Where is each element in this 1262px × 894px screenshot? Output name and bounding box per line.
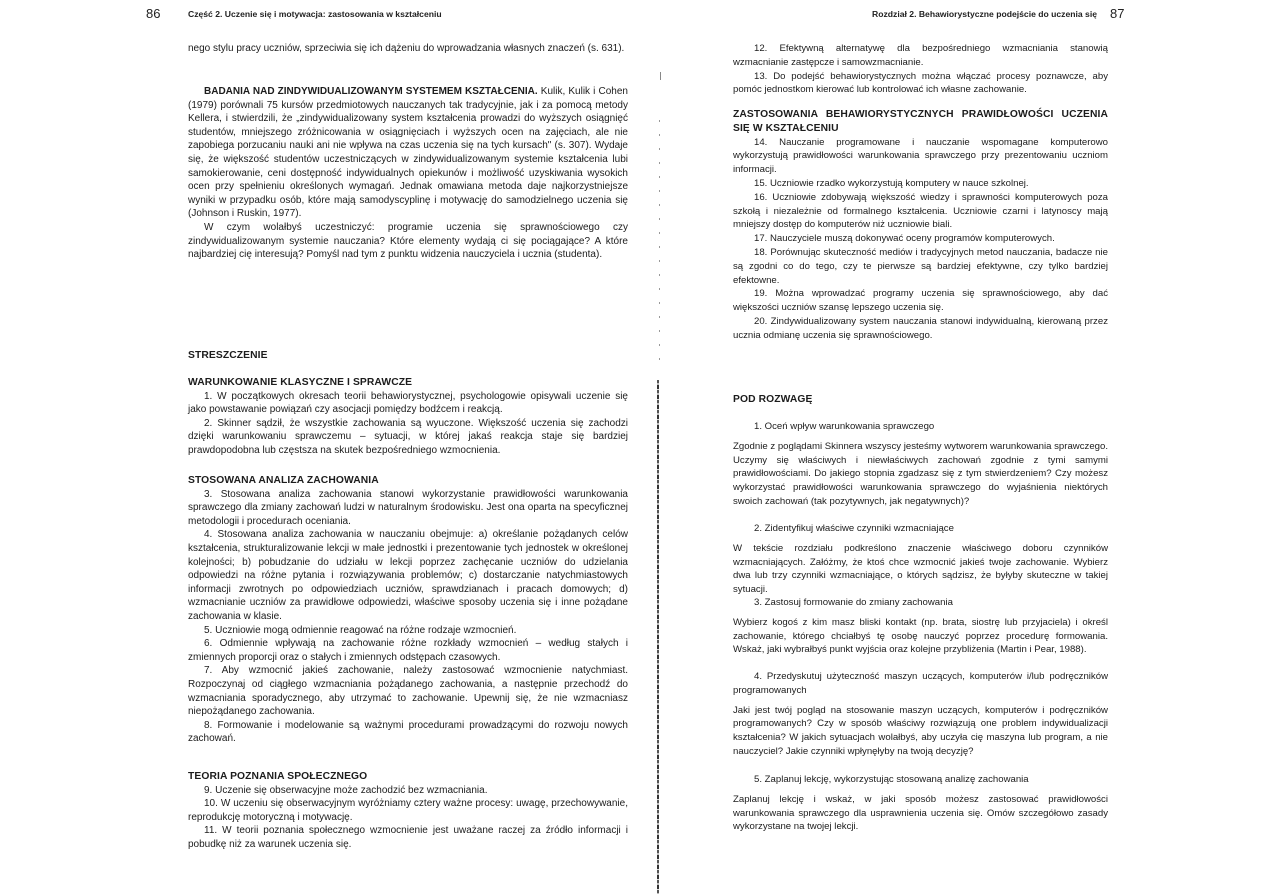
question-title: 2. Zidentyfikuj właściwe czynniki wzmacniające	[754, 523, 954, 534]
scan-mark	[660, 72, 661, 80]
section-title: WARUNKOWANIE KLASYCZNE I SPRAWCZE	[188, 377, 413, 388]
section-conditioning	[188, 376, 628, 458]
question-5	[733, 773, 1108, 834]
question-text: W tekście rozdziału podkreślono znaczenie właściwego doboru czynników wzmacniających. Załóżmy, że ktoś chce wzmocnić jakieś twoje zachowanie. Wybierz dwa lub trzy czynniki wzmacniające, o których sądzisz, że byłyby skuteczne w takiej sytuacji.	[733, 542, 1108, 596]
continued-items	[733, 42, 1108, 97]
summary-item: 11. W teorii poznania społecznego wzmocnienie jest uważane raczej za źródło informacji i pobudkę niż za warunek uczenia się.	[188, 825, 628, 850]
summary-item: 12. Efektywną alternatywę dla bezpośredniego wzmacniania stanowią wzmacnianie zastępcze i samowzmacnianie.	[733, 43, 1108, 68]
summary-item: 13. Do podejść behawiorystycznych można włączać procesy poznawcze, aby pomóc jednostkom kierować lub kontrolować ich własne zachowanie.	[733, 70, 1108, 96]
summary-item: 17. Nauczyciele muszą dokonywać oceny programów komputerowych.	[754, 233, 1055, 245]
summary-item: 5. Uczniowie mogą odmiennie reagować na różne rodzaje wzmocnień.	[204, 624, 517, 636]
section-social-cognition	[188, 770, 628, 852]
running-head-right: Rozdział 2. Behawiorystyczne podejście do uczenia się	[872, 9, 1097, 19]
summary-item: 2. Skinner sądził, że wszystkie zachowania są wyuczone. Większość uczenia się zachodzi dzięki warunkowaniu sprawczemu – sytuacji, w której jakaś reakcja staje się bardziej prawdopodobna lub częstsza na skutek bezpośredniego wzmocnienia.	[188, 417, 628, 456]
intro-paragraph-block	[188, 42, 628, 56]
research-lead: BADANIA NAD ZINDYWIDUALIZOWANYM SYSTEMEM KSZTAŁCENIA.	[204, 86, 538, 97]
summary-item: 15. Uczniowie rzadko wykorzystują komputery w nauce szkolnej.	[754, 177, 1029, 189]
question-text: Zaplanuj lekcję i wskaż, w jaki sposób możesz zastosować prawidłowości warunkowania sprawczego dla usprawnienia uczenia się. Omów szczegółowo zasady wykorzystane na twojej lekcji.	[733, 793, 1108, 833]
summary-item: 19. Można wprowadzać programy uczenia się sprawnościowego, aby dać większości uczniów szansę lepszego uczenia się.	[733, 288, 1108, 314]
summary-item: 14. Nauczanie programowane i nauczanie wspomagane komputerowo wykorzystują prawidłowości warunkowania sprawczego przy prezentowaniu uczniom informacji.	[733, 136, 1108, 176]
question-4	[733, 670, 1108, 759]
question-title: 3. Zastosuj formowanie do zmiany zachowania	[754, 597, 953, 608]
gutter-shadow	[657, 380, 659, 894]
intro-paragraph: nego stylu pracy uczniów, sprzeciwia się ich dążeniu do wprowadzania własnych znaczeń (s. 631).	[188, 43, 625, 54]
summary-item: 9. Uczenie się obserwacyjne może zachodzić bez wzmacniania.	[204, 784, 488, 796]
summary-item: 16. Uczniowie zdobywają większość wiedzy i sprawności komputerowych poza szkołą i niezależnie od formalnego kształcenia. Uczniowie czarni i latynoscy mają mniejszy dostęp do komputerów niż uczniowie biali.	[733, 191, 1108, 231]
summary-item: 18. Porównując skuteczność mediów i tradycyjnych metod nauczania, badacze nie są zgodni co do tego, czy te pierwsze są bardziej efektywne, czy tylko bardziej efektowne.	[733, 246, 1108, 286]
consider-title: POD ROZWAGĘ	[733, 394, 813, 405]
research-paragraph	[188, 85, 628, 221]
running-head-left: Część 2. Uczenie się i motywacja: zastosowania w kształceniu	[188, 9, 442, 19]
gutter-shadow	[659, 120, 660, 370]
question-title: 1. Oceń wpływ warunkowania sprawczego	[754, 421, 935, 432]
section-title: STOSOWANA ANALIZA ZACHOWANIA	[188, 475, 379, 486]
section-applications	[733, 108, 1108, 343]
summary-item: 4. Stosowana analiza zachowania w nauczaniu obejmuje: a) określanie pożądanych celów kształcenia, strukturalizowanie lekcji w małe jednostki i prezentowanie tych jednostek w określonej kolejności; b) pobudzanie do udziału w lekcji poprzez zachęcanie uczniów do udzielania odpowiedzi na różne pytania i rozwiązywania problemów; c) dostarczanie natychmiastowych informacji zwrotnych po odpowiedziach uczniów, sprawdzianach i pracach domowych; d) wzmacnianie uczniów za prawidłowe odpowiedzi, właściwe sposoby uczenia się i inne pożądane zachowania w klasie.	[188, 529, 628, 622]
section-applied-analysis	[188, 474, 628, 746]
question-text: Jaki jest twój pogląd na stosowanie maszyn uczących, komputerów i podręczników programowanych? Czy w sposób właściwy rozwiązują one problem indywidualizacji kształcenia? W jakich sytuacjach wolałbyś, aby uczyła cię maszyna lub program, a nie nauczyciel? Jakie czynniki wpłynęłyby na twoją decyzję?	[733, 704, 1108, 757]
summary-item: 1. W początkowych okresach teorii behawiorystycznej, psychologowie opisywali uczenie się jako powstawanie powiązań czy asocjacji pomiędzy bodźcem i reakcją.	[188, 390, 628, 416]
research-text: Kulik, Kulik i Cohen (1979) porównali 75 kursów przedmiotowych nauczanych tak tradycyjnie, jak i za pomocą metody Kellera, i stwierdzili, że „zindywidualizowany system kształcenia prowadzi do wyższych osiągnięć studentów, mniejszego zróżnicowania w osiągnięciach i wyższych ocen na zajęciach, ale nie zapobiega porzucaniu nauki ani nie wpływa na czas uczenia się na tych kursach" (s. 307). Wydaje się, że większość studentów uczestniczących w zindywidualizowanym systemie kształcenia lubi samokierowanie, ceni dostępność indywidualnych opiekunów i możliwość uzyskiwania wysokich ocen przy spełnieniu określonych wymagań. Jednak omawiana metoda daje najkorzystniejsze wyniki w przypadku osób, które mają samodyscyplinę i motywację do samodzielnego uczenia się (Johnson i Ruskin, 1977).	[188, 86, 628, 220]
question-title: 5. Zaplanuj lekcję, wykorzystując stosowaną analizę zachowania	[754, 774, 1029, 785]
page-number-left: 86	[146, 6, 161, 21]
section-title: ZASTOSOWANIA BEHAWIORYSTYCZNYCH PRAWIDŁOWOŚCI UCZENIA SIĘ W KSZTAŁCENIU	[733, 109, 1108, 134]
summary-item: 6. Odmiennie wpływają na zachowanie różne rozkłady wzmocnień – według stałych i zmiennych proporcji oraz o stałych i zmiennych odstępach czasowych.	[188, 638, 628, 663]
page-number-right: 87	[1110, 6, 1125, 21]
summary-title: STRESZCZENIE	[188, 350, 268, 361]
research-question: W czym wolałbyś uczestniczyć: programie uczenia się sprawnościowego czy zindywidualizowanym systemie nauczania? Które elementy wydają ci się pociągające? A które najbardziej cię interesują? Pomyśl nad tym z punktu widzenia nauczyciela i ucznia (studenta).	[188, 221, 628, 261]
summary-item: 10. W uczeniu się obserwacyjnym wyróżniamy cztery ważne procesy: uwagę, przechowywanie, reprodukcję motoryczną i motywację.	[188, 798, 628, 823]
question-3	[733, 596, 1108, 657]
question-text: Zgodnie z poglądami Skinnera wszyscy jesteśmy wytworem warunkowania sprawczego. Uczymy się właściwych i niewłaściwych zachowań zgodnie z tymi samymi prawidłowościami. Do jakiego stopnia zgadzasz się z tym stwierdzeniem? Czy możesz wykorzystać prawidłowości warunkowania sprawczego do wyjaśnienia niektórych swoich zachowań (tak pozytywnych, jak negatywnych)?	[733, 440, 1108, 507]
summary-item: 20. Zindywidualizowany system nauczania stanowi indywidualną, kierowaną przez ucznia odmianę uczenia się sprawnościowego.	[733, 315, 1108, 341]
consider-title-block	[733, 393, 1108, 407]
summary-item: 3. Stosowana analiza zachowania stanowi wykorzystanie prawidłowości warunkowania sprawczego dla zmiany zachowań ludzi w naturalnym środowisku. Jest ona oparta na specyficznej metodologii i procedurach oceniania.	[188, 488, 628, 527]
summary-title-block	[188, 349, 628, 363]
summary-item: 8. Formowanie i modelowanie są ważnymi procedurami prowadzącymi do rozwoju nowych zachowań.	[188, 719, 628, 745]
research-block	[188, 85, 628, 262]
question-1	[733, 420, 1108, 509]
summary-item: 7. Aby wzmocnić jakieś zachowanie, należy zastosować wzmocnienie natychmiast. Rozpoczynaj od ciągłego wzmacniania pożądanego zachowania, a następnie przechodź do wzmacniania sporadycznego, aby utrzymać to zachowanie. Upewnij się, że nie wzmacniasz niepożądanego zachowania.	[188, 665, 628, 718]
question-2	[733, 522, 1108, 597]
section-title: TEORIA POZNANIA SPOŁECZNEGO	[188, 771, 368, 782]
question-text: Wybierz kogoś z kim masz bliski kontakt (np. brata, siostrę lub przyjaciela) i określ zachowanie, którego chciałbyś tę osobę nauczyć poprzez procedurę formowania. Wskaż, jaki wybrałbyś punkt wyjścia oraz kolejne przybliżenia (Martin i Pear, 1988).	[733, 616, 1108, 656]
question-title: 4. Przedyskutuj użyteczność maszyn uczących, komputerów i/lub podręczników programowanych	[733, 671, 1108, 696]
